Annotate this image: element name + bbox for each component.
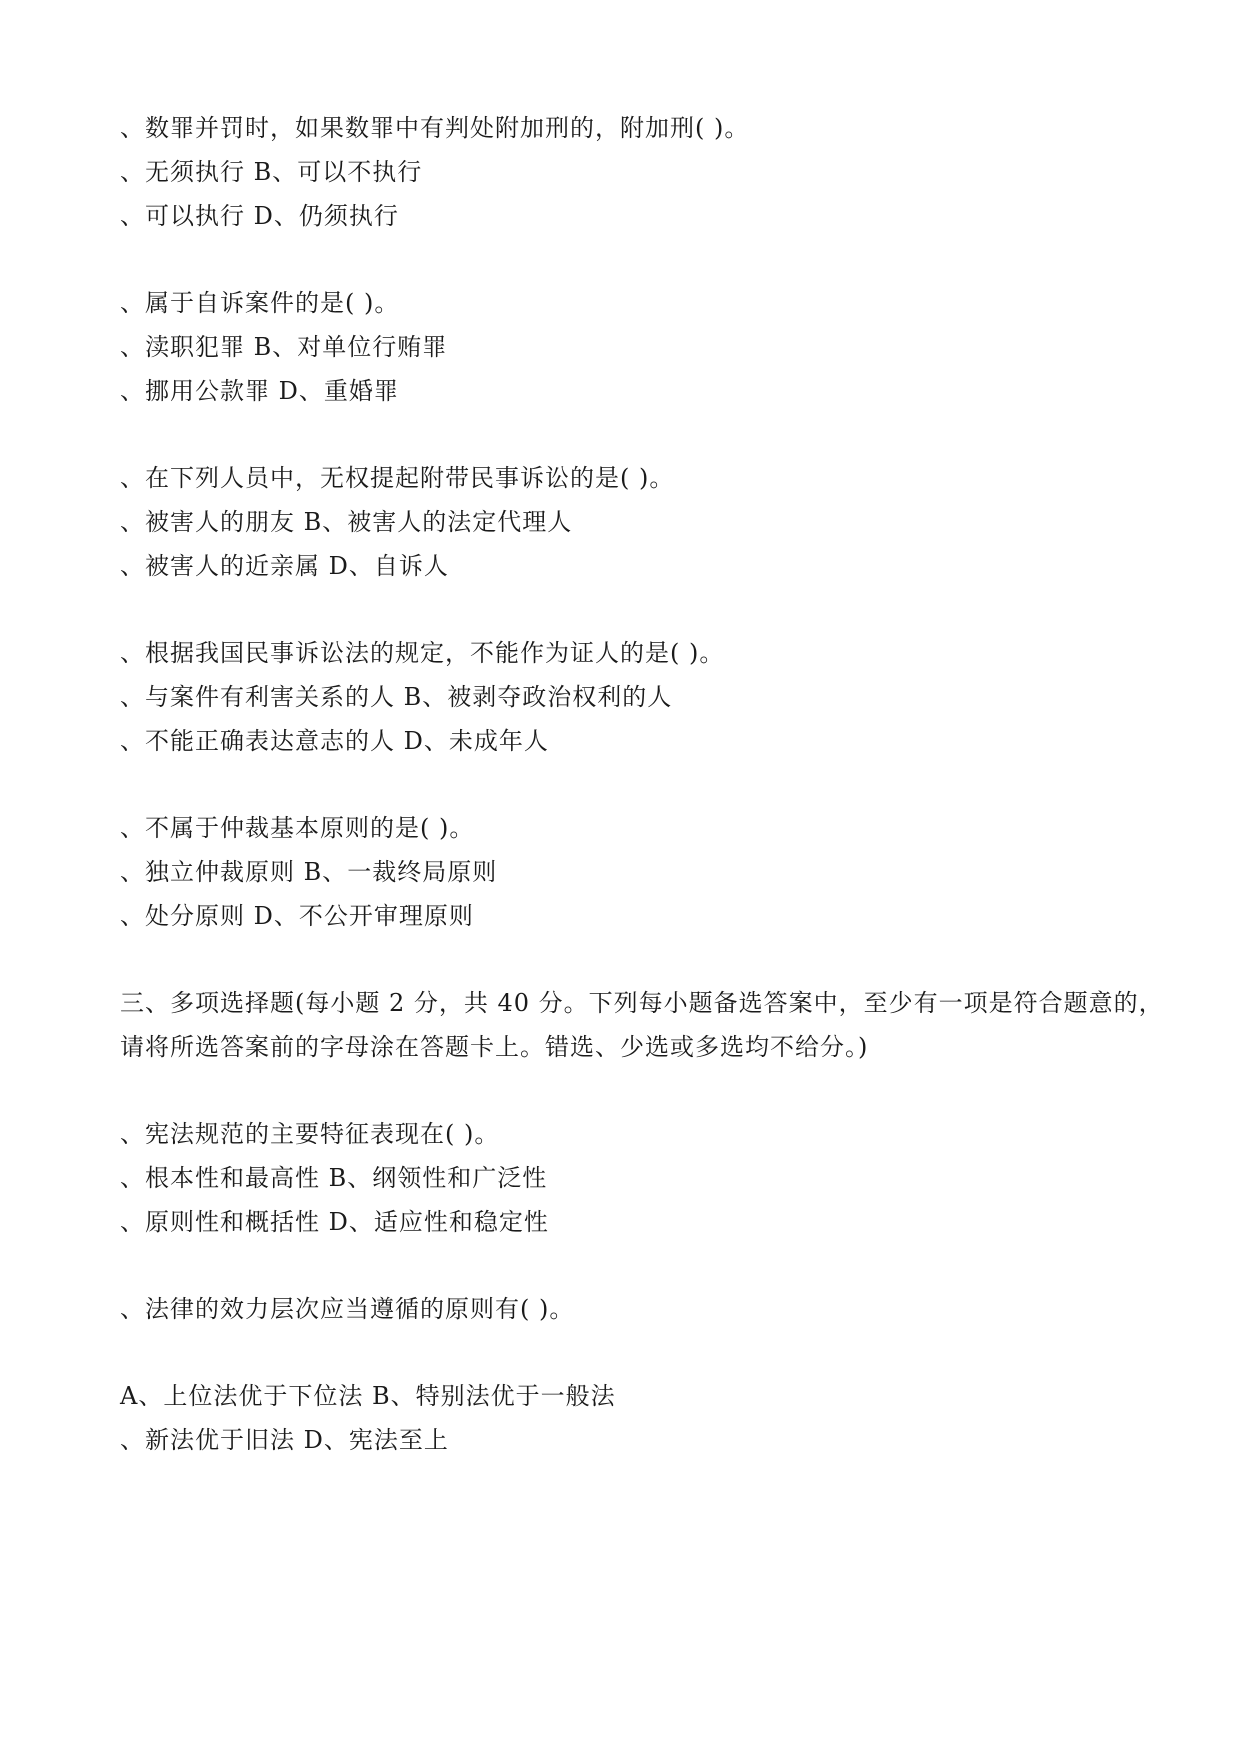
question-5-stem: 、不属于仲裁基本原则的是( )。 bbox=[120, 814, 475, 842]
question-5-options-row-2: 、处分原则 D、不公开审理原则 bbox=[120, 902, 474, 930]
question-1-options-row-2: 、可以执行 D、仍须执行 bbox=[120, 202, 399, 230]
question-7-options-row-1: A、上位法优于下位法 B、特别法优于一般法 bbox=[120, 1382, 616, 1410]
question-4-options-row-2: 、不能正确表达意志的人 D、未成年人 bbox=[120, 727, 549, 755]
question-1-stem: 、数罪并罚时，如果数罪中有判处附加刑的，附加刑( )。 bbox=[120, 114, 750, 142]
question-2-options-row-2: 、挪用公款罪 D、重婚罪 bbox=[120, 377, 399, 405]
question-1-options-row-1: 、无须执行 B、可以不执行 bbox=[120, 158, 423, 186]
question-3-stem: 、在下列人员中，无权提起附带民事诉讼的是( )。 bbox=[120, 464, 675, 492]
question-3-options-row-2: 、被害人的近亲属 D、自诉人 bbox=[120, 552, 449, 580]
section-3-heading-line-1: 三、多项选择题(每小题 2 分，共 40 分。下列每小题备选答案中，至少有一项是符合题意的， bbox=[120, 989, 1164, 1017]
question-5-options-row-1: 、独立仲裁原则 B、一裁终局原则 bbox=[120, 858, 498, 886]
question-6-options-row-1: 、根本性和最高性 B、纲领性和广泛性 bbox=[120, 1164, 548, 1192]
section-3-heading-line-2: 请将所选答案前的字母涂在答题卡上。错选、少选或多选均不给分。) bbox=[120, 1033, 869, 1061]
question-6-options-row-2: 、原则性和概括性 D、适应性和稳定性 bbox=[120, 1208, 549, 1236]
question-7-stem: 、法律的效力层次应当遵循的原则有( )。 bbox=[120, 1295, 575, 1323]
question-7-options-row-2: 、新法优于旧法 D、宪法至上 bbox=[120, 1426, 449, 1454]
question-4-options-row-1: 、与案件有利害关系的人 B、被剥夺政治权利的人 bbox=[120, 683, 673, 711]
question-4-stem: 、根据我国民事诉讼法的规定，不能作为证人的是( )。 bbox=[120, 639, 725, 667]
question-2-stem: 、属于自诉案件的是( )。 bbox=[120, 289, 400, 317]
question-2-options-row-1: 、渎职犯罪 B、对单位行贿罪 bbox=[120, 333, 448, 361]
question-3-options-row-1: 、被害人的朋友 B、被害人的法定代理人 bbox=[120, 508, 573, 536]
question-6-stem: 、宪法规范的主要特征表现在( )。 bbox=[120, 1120, 500, 1148]
